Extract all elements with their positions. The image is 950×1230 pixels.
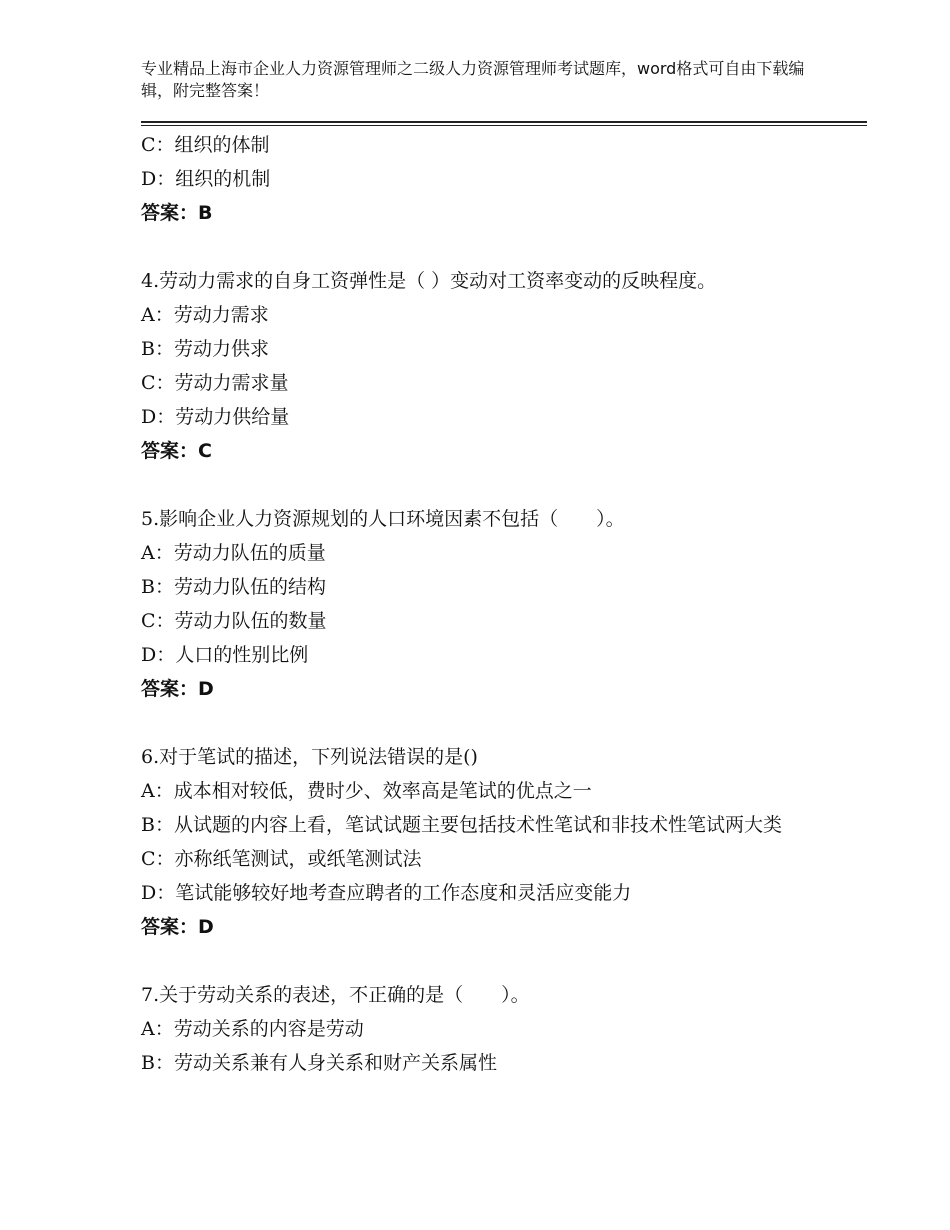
option-d: D：笔试能够较好地考查应聘者的工作态度和灵活应变能力: [141, 882, 632, 904]
answer: 答案：C: [141, 440, 212, 462]
header-rule-thick: [141, 121, 867, 123]
answer: 答案：D: [141, 678, 214, 700]
option-d: D：组织的机制: [141, 168, 271, 190]
option-b: B：劳动力队伍的结构: [141, 576, 326, 598]
option-d: D：劳动力供给量: [141, 406, 290, 428]
option-b: B：劳动力供求: [141, 338, 269, 360]
option-a: A：成本相对较低，费时少、效率高是笔试的优点之一: [141, 780, 592, 802]
question-stem: 5.影响企业人力资源规划的人口环境因素不包括（ ）。: [141, 508, 625, 530]
question-list: [141, 128, 841, 1080]
page-header: 专业精品上海市企业人力资源管理师之二级人力资源管理师考试题库，word格式可自由下载编辑，附完整答案！: [141, 59, 805, 100]
option-a: A：劳动关系的内容是劳动: [141, 1018, 364, 1040]
answer: 答案：D: [141, 916, 214, 938]
option-b: B：劳动关系兼有人身关系和财产关系属性: [141, 1052, 497, 1074]
question-stem: 4.劳动力需求的自身工资弹性是（ ）变动对工资率变动的反映程度。: [141, 270, 717, 292]
option-c: C：劳动力需求量: [141, 372, 289, 394]
option-a: A：劳动力队伍的质量: [141, 542, 326, 564]
option-b: B：从试题的内容上看，笔试试题主要包括技术性笔试和非技术性笔试两大类: [141, 814, 782, 836]
spacer: [141, 944, 841, 978]
option-c: C：组织的体制: [141, 134, 270, 156]
question-stem: 7.关于劳动关系的表述，不正确的是（ ）。: [141, 984, 530, 1006]
option-c: C：亦称纸笔测试，或纸笔测试法: [141, 848, 422, 870]
header-rule-thin: [141, 125, 867, 126]
spacer: [141, 230, 841, 264]
spacer: [141, 706, 841, 740]
spacer: [141, 468, 841, 502]
option-a: A：劳动力需求: [141, 304, 269, 326]
option-d: D：人口的性别比例: [141, 644, 309, 666]
option-c: C：劳动力队伍的数量: [141, 610, 327, 632]
question-stem: 6.对于笔试的描述，下列说法错误的是(): [141, 746, 478, 768]
answer: 答案：B: [141, 202, 213, 224]
